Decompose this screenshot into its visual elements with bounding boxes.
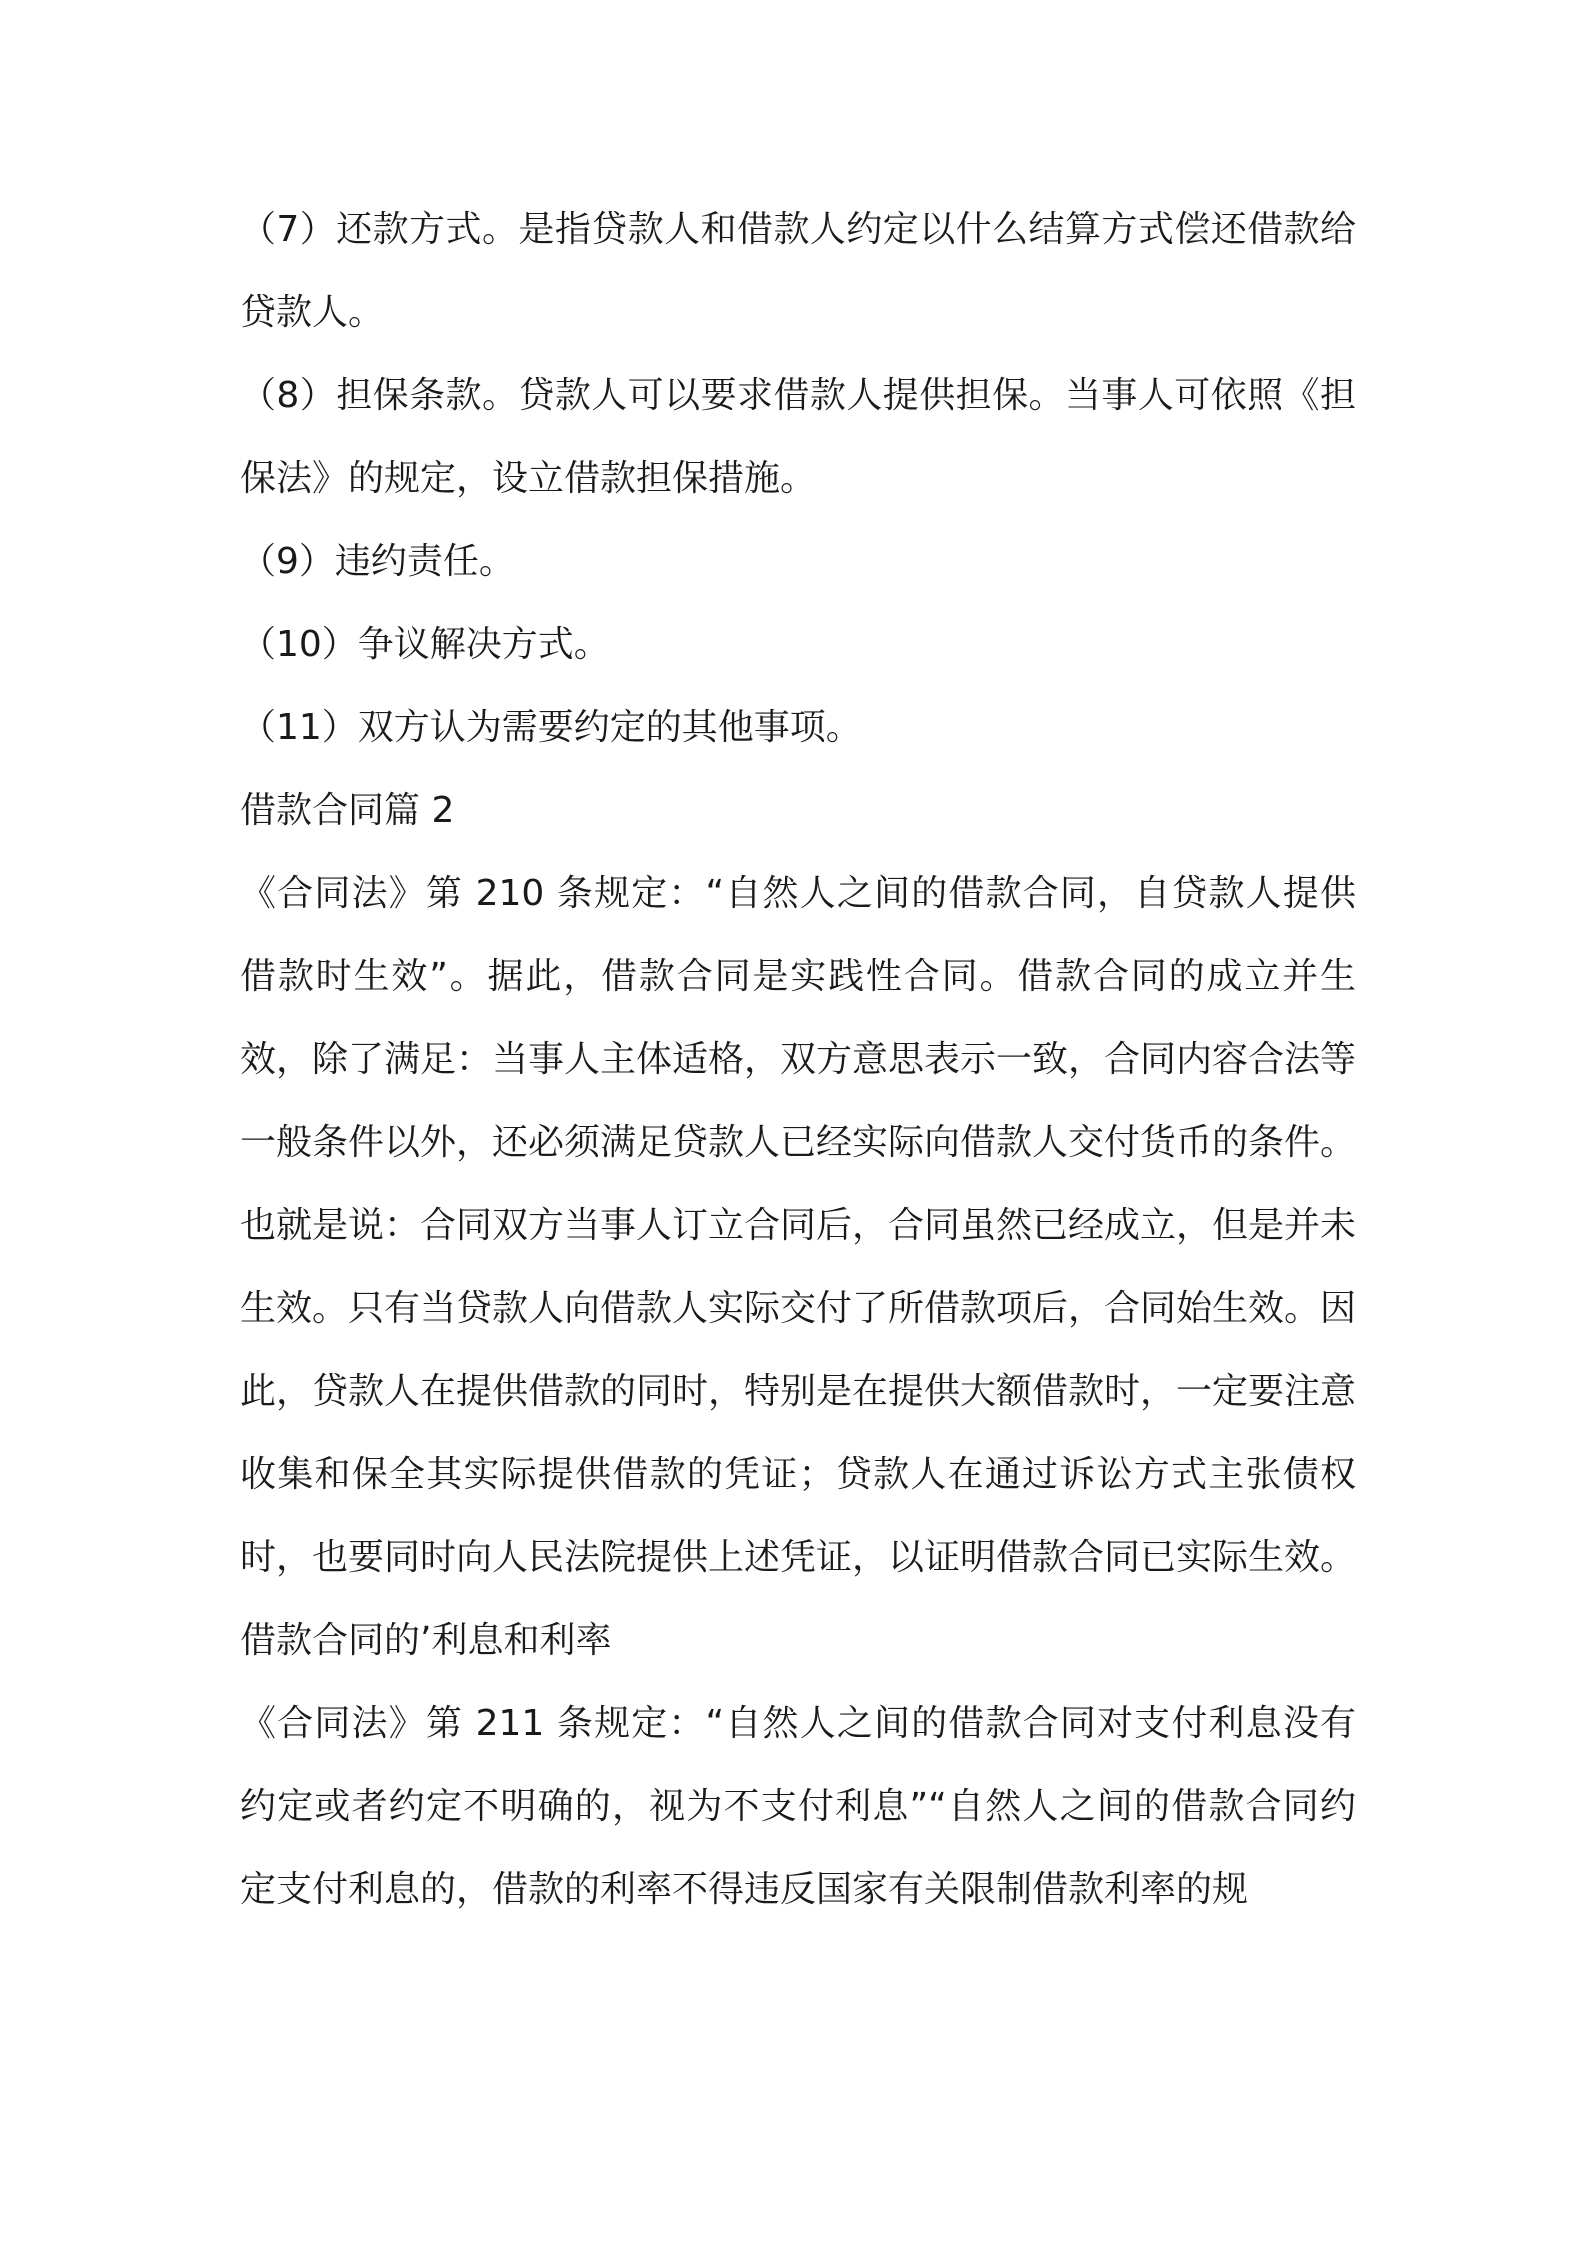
document-content xyxy=(240,188,1356,1931)
list-item-guarantee-clause: （8）担保条款。贷款人可以要求借款人提供担保。当事人可依照《担保法》的规定，设立借款担保措施。 xyxy=(240,375,1356,499)
body-paragraph-effectiveness: 《合同法》第 210 条规定：“自然人之间的借款合同，自贷款人提供借款时生效”。据此，借款合同是实践性合同。借款合同的成立并生效，除了满足：当事人主体适格，双方意思表示一致，合同内容合法等一般条件以外，还必须满足贷款人已经实际向借款人交付货币的条件。也就是说：合同双方当事人订立合同后，合同虽然已经成立，但是并未生效。只有当贷款人向借款人实际交付了所借款项后，合同始生效。因此，贷款人在提供借款的同时，特别是在提供大额借款时，一定要注意收集和保全其实际提供借款的凭证；贷款人在通过诉讼方式主张债权时，也要同时向人民法院提供上述凭证，以证明借款合同已实际生效。 xyxy=(240,873,1357,1578)
list-item-breach-liability: （9）违约责任。 xyxy=(240,541,515,582)
list-item-repayment-method: （7）还款方式。是指贷款人和借款人约定以什么结算方式偿还借款给贷款人。 xyxy=(240,209,1356,333)
list-item-dispute-resolution: （10）争议解决方式。 xyxy=(240,624,610,665)
section-heading-contract-2: 借款合同篇 2 xyxy=(240,790,455,831)
body-paragraph-interest: 《合同法》第 211 条规定：“自然人之间的借款合同对支付利息没有约定或者约定不明确的，视为不支付利息”“自然人之间的借款合同约定支付利息的，借款的利率不得违反国家有关限制借款利率的规 xyxy=(240,1703,1356,1910)
section-heading-interest-rate: 借款合同的’利息和利率 xyxy=(240,1620,612,1661)
list-item-other-matters: （11）双方认为需要约定的其他事项。 xyxy=(240,707,862,748)
